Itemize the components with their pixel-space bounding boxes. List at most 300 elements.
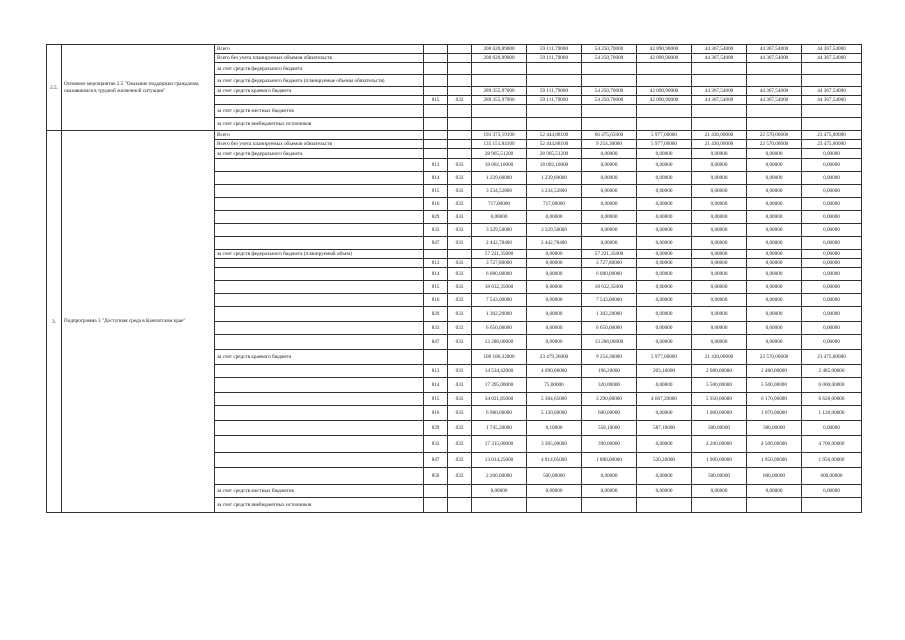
amount-cell: 0,00000 — [747, 268, 802, 281]
amount-cell: 5 500,00000 — [747, 378, 802, 393]
funding-source-label — [215, 185, 424, 198]
amount-cell: 0,00000 — [692, 172, 747, 185]
amount-cell: 0,00000 — [692, 485, 747, 498]
amount-cell: 6 980,60000 — [472, 406, 527, 421]
amount-cell: 0,00000 — [527, 485, 582, 498]
grbs-code: 847 — [424, 335, 448, 350]
funding-source-label: за счет средств федерального бюджета — [215, 63, 424, 75]
amount-cell: 7 543,00000 — [582, 294, 637, 307]
amount-cell — [637, 118, 692, 131]
amount-cell: 0,00000 — [747, 159, 802, 172]
grbs-code: 829 — [424, 421, 448, 436]
amount-cell: 44 367,54000 — [692, 87, 747, 96]
amount-cell: 2 480,00000 — [747, 365, 802, 378]
amount-cell: 59 111,79000 — [527, 96, 582, 105]
program-code: 033 — [448, 224, 472, 237]
amount-cell — [747, 63, 802, 75]
amount-cell: 0,00000 — [637, 335, 692, 350]
grbs-code: 833 — [424, 322, 448, 335]
amount-cell: 54 250,70000 — [582, 96, 637, 105]
amount-cell: 1 239,60000 — [527, 172, 582, 185]
amount-cell: 4 090,06000 — [527, 365, 582, 378]
program-code: 033 — [448, 281, 472, 294]
funding-source-label: за счет средств внебюджетных источников — [215, 498, 424, 513]
amount-cell: 44 367,54000 — [802, 45, 862, 54]
amount-cell: 6 650,00000 — [472, 322, 527, 335]
amount-cell: 0,00000 — [692, 307, 747, 322]
amount-cell: 54 250,70000 — [582, 54, 637, 63]
program-code — [448, 350, 472, 365]
amount-cell: 0,00000 — [802, 421, 862, 436]
amount-cell: 23 479,36000 — [527, 350, 582, 365]
program-code: 033 — [448, 468, 472, 485]
amount-cell: 3 234,52800 — [527, 185, 582, 198]
amount-cell: 0,00000 — [637, 281, 692, 294]
amount-cell: 44 367,54000 — [747, 45, 802, 54]
grbs-code: 815 — [424, 281, 448, 294]
program-code: 033 — [448, 421, 472, 436]
amount-cell: 13 286,00000 — [472, 335, 527, 350]
amount-cell: 500,00000 — [692, 468, 747, 485]
amount-cell: 0,00000 — [692, 335, 747, 350]
funding-source-label — [215, 406, 424, 421]
grbs-code — [424, 498, 448, 513]
amount-cell — [802, 75, 862, 87]
amount-cell: 300,00000 — [747, 421, 802, 436]
funding-source-label — [215, 421, 424, 436]
amount-cell: 0,00000 — [802, 259, 862, 268]
amount-cell — [692, 75, 747, 87]
amount-cell: 57 221,35000 — [582, 250, 637, 259]
amount-cell: 0,00000 — [637, 294, 692, 307]
funding-source-label — [215, 159, 424, 172]
amount-cell: 1 900,00000 — [692, 453, 747, 468]
amount-cell — [582, 63, 637, 75]
amount-cell: 0,10000 — [527, 421, 582, 436]
amount-cell: 4 700,00000 — [802, 436, 862, 453]
amount-cell: 0,00000 — [582, 172, 637, 185]
amount-cell: 4 500,00000 — [747, 436, 802, 453]
amount-cell: 54 250,70000 — [582, 45, 637, 54]
amount-cell — [802, 63, 862, 75]
grbs-code: 833 — [424, 436, 448, 453]
amount-cell — [582, 498, 637, 513]
funding-source-label — [215, 96, 424, 105]
amount-cell: 0,00000 — [692, 281, 747, 294]
amount-cell: 44 367,54000 — [692, 54, 747, 63]
amount-cell: 0,00000 — [802, 335, 862, 350]
amount-cell: 600,00000 — [582, 406, 637, 421]
amount-cell: 3 727,80000 — [472, 259, 527, 268]
amount-cell — [637, 75, 692, 87]
amount-cell: 75,00000 — [527, 378, 582, 393]
amount-cell: 0,00000 — [802, 237, 862, 250]
funding-source-label — [215, 172, 424, 185]
amount-cell: 44 367,54000 — [802, 87, 862, 96]
funding-source-label — [215, 378, 424, 393]
amount-cell: 0,00000 — [582, 224, 637, 237]
amount-cell — [802, 118, 862, 131]
amount-cell: 42 890,90000 — [637, 96, 692, 105]
amount-cell: 0,00000 — [692, 294, 747, 307]
amount-cell: 1 950,00000 — [747, 453, 802, 468]
amount-cell: 3 727,80000 — [582, 259, 637, 268]
program-code: 033 — [448, 237, 472, 250]
program-code — [448, 75, 472, 87]
amount-cell: 0,00000 — [637, 211, 692, 224]
amount-cell: 5 304,65000 — [527, 393, 582, 406]
amount-cell: 0,00000 — [692, 159, 747, 172]
amount-cell: 1 880,00000 — [582, 453, 637, 468]
amount-cell: 106 186,32000 — [472, 350, 527, 365]
amount-cell: 0,00000 — [802, 485, 862, 498]
amount-cell: 21 430,00000 — [692, 131, 747, 140]
amount-cell: 0,00000 — [527, 294, 582, 307]
amount-cell: 0,00000 — [582, 211, 637, 224]
amount-cell: 22 570,00000 — [747, 140, 802, 149]
amount-cell: 717,00000 — [472, 198, 527, 211]
amount-cell: 520,20000 — [637, 453, 692, 468]
program-code — [448, 105, 472, 118]
program-code: 033 — [448, 259, 472, 268]
amount-cell: 5 290,00000 — [582, 393, 637, 406]
grbs-code — [424, 75, 448, 87]
amount-cell: 52 444,88100 — [527, 140, 582, 149]
grbs-code: 814 — [424, 172, 448, 185]
amount-cell: 0,00000 — [637, 198, 692, 211]
amount-cell: 0,00000 — [802, 172, 862, 185]
amount-cell: 0,00000 — [747, 198, 802, 211]
program-code — [448, 63, 472, 75]
amount-cell: 600,00000 — [802, 468, 862, 485]
amount-cell: 0,00000 — [692, 250, 747, 259]
amount-cell: 0,00000 — [802, 149, 862, 159]
amount-cell: 9 254,30000 — [582, 350, 637, 365]
program-code — [448, 140, 472, 149]
amount-cell: 717,00000 — [527, 198, 582, 211]
program-code — [448, 54, 472, 63]
amount-cell: 6 000,00000 — [802, 378, 862, 393]
grbs-code: 833 — [424, 224, 448, 237]
amount-cell: 59 111,79000 — [527, 54, 582, 63]
grbs-code: 814 — [424, 378, 448, 393]
funding-source-label — [215, 436, 424, 453]
grbs-code — [424, 63, 448, 75]
amount-cell: 44 367,54000 — [747, 87, 802, 96]
amount-cell: 0,00000 — [637, 159, 692, 172]
amount-cell: 203,16000 — [637, 365, 692, 378]
amount-cell: 28 965,51200 — [527, 149, 582, 159]
amount-cell: 0,00000 — [747, 211, 802, 224]
amount-cell: 587,10000 — [637, 421, 692, 436]
amount-cell: 13 014,25000 — [472, 453, 527, 468]
amount-cell — [582, 75, 637, 87]
funding-source-label: за счет средств краевого бюджета — [215, 87, 424, 96]
amount-cell — [527, 118, 582, 131]
amount-cell — [582, 105, 637, 118]
grbs-code: 816 — [424, 406, 448, 421]
amount-cell: 6 620,00000 — [802, 393, 862, 406]
amount-cell: 0,00000 — [802, 268, 862, 281]
amount-cell — [637, 105, 692, 118]
amount-cell — [692, 118, 747, 131]
amount-cell: 0,00000 — [637, 259, 692, 268]
grbs-code: 813 — [424, 365, 448, 378]
program-code — [448, 45, 472, 54]
program-code: 033 — [448, 436, 472, 453]
grbs-code: 816 — [424, 294, 448, 307]
amount-cell: 0,00000 — [747, 322, 802, 335]
amount-cell — [527, 498, 582, 513]
amount-cell: 44 367,54000 — [802, 54, 862, 63]
amount-cell: 0,00000 — [747, 294, 802, 307]
amount-cell: 320,00000 — [582, 378, 637, 393]
amount-cell — [472, 105, 527, 118]
amount-cell: 59 111,79000 — [527, 45, 582, 54]
funding-source-label: за счет средств краевого бюджета — [215, 350, 424, 365]
amount-cell: 2 485,00000 — [802, 365, 862, 378]
amount-cell: 0,00000 — [582, 185, 637, 198]
amount-cell: 0,00000 — [472, 485, 527, 498]
grbs-code: 815 — [424, 96, 448, 105]
amount-cell: 0,00000 — [527, 268, 582, 281]
amount-cell: 54 250,70000 — [582, 87, 637, 96]
table-row — [47, 131, 862, 140]
program-code: 033 — [448, 406, 472, 421]
amount-cell: 18 632,35000 — [472, 281, 527, 294]
amount-cell — [692, 105, 747, 118]
amount-cell: 5 977,60000 — [637, 140, 692, 149]
funding-source-label — [215, 393, 424, 406]
amount-cell: 1 745,20000 — [472, 421, 527, 436]
amount-cell: 1 060,00000 — [692, 406, 747, 421]
amount-cell: 1 950,00000 — [802, 453, 862, 468]
amount-cell: 0,00000 — [637, 322, 692, 335]
amount-cell: 200 620,89000 — [472, 45, 527, 54]
program-code: 033 — [448, 198, 472, 211]
grbs-code: 815 — [424, 185, 448, 198]
grbs-code — [424, 105, 448, 118]
amount-cell: 44 367,54000 — [747, 54, 802, 63]
amount-cell: 22 570,00000 — [747, 131, 802, 140]
grbs-code: 829 — [424, 211, 448, 224]
amount-cell — [582, 118, 637, 131]
amount-cell — [472, 75, 527, 87]
amount-cell: 1 120,00000 — [802, 406, 862, 421]
amount-cell: 0,00000 — [692, 185, 747, 198]
grbs-code — [424, 131, 448, 140]
grbs-code — [424, 149, 448, 159]
amount-cell: 135 151,84100 — [472, 140, 527, 149]
grbs-code: 850 — [424, 468, 448, 485]
funding-source-label — [215, 335, 424, 350]
amount-cell: 44 367,54000 — [692, 45, 747, 54]
amount-cell: 0,00000 — [747, 281, 802, 294]
grbs-code — [424, 118, 448, 131]
funding-source-label: Всего — [215, 131, 424, 140]
amount-cell — [527, 75, 582, 87]
amount-cell: 2 080,00000 — [692, 365, 747, 378]
amount-cell — [747, 118, 802, 131]
amount-cell: 0,00000 — [747, 485, 802, 498]
amount-cell: 0,00000 — [802, 250, 862, 259]
funding-source-label: Всего без учета планируемых объемов обязательств — [215, 54, 424, 63]
amount-cell: 390,00000 — [582, 436, 637, 453]
amount-cell — [472, 118, 527, 131]
amount-cell: 3 329,50000 — [527, 224, 582, 237]
amount-cell: 57 221,35000 — [472, 250, 527, 259]
amount-cell: 0,00000 — [527, 335, 582, 350]
amount-cell: 196,20000 — [582, 365, 637, 378]
funding-source-label — [215, 307, 424, 322]
amount-cell: 0,00000 — [637, 307, 692, 322]
amount-cell: 1 302,20000 — [472, 307, 527, 322]
amount-cell: 0,00000 — [637, 468, 692, 485]
amount-cell: 3 329,50000 — [472, 224, 527, 237]
amount-cell: 0,00000 — [692, 198, 747, 211]
amount-cell — [692, 63, 747, 75]
amount-cell: 22 570,00000 — [747, 350, 802, 365]
amount-cell: 0,00000 — [582, 468, 637, 485]
grbs-code: 847 — [424, 453, 448, 468]
amount-cell: 0,00000 — [802, 159, 862, 172]
grbs-code: 816 — [424, 198, 448, 211]
amount-cell: 17 315,00000 — [472, 436, 527, 453]
amount-cell: 6 170,00000 — [747, 393, 802, 406]
amount-cell: 14 534,42000 — [472, 365, 527, 378]
amount-cell: 2 200,00000 — [472, 468, 527, 485]
amount-cell: 28 965,51200 — [472, 149, 527, 159]
funding-source-label — [215, 453, 424, 468]
amount-cell: 0,00000 — [637, 378, 692, 393]
program-code: 033 — [448, 159, 472, 172]
amount-cell: 0,00000 — [582, 237, 637, 250]
grbs-code: 829 — [424, 307, 448, 322]
amount-cell: 0,00000 — [582, 159, 637, 172]
amount-cell: 193 373,19100 — [472, 131, 527, 140]
amount-cell: 0,00000 — [637, 237, 692, 250]
funding-source-label: за счет средств местных бюджетов — [215, 485, 424, 498]
grbs-code: 813 — [424, 259, 448, 268]
amount-cell: 0,00000 — [692, 211, 747, 224]
amount-cell: 23 475,00000 — [802, 140, 862, 149]
amount-cell: 4 814,05000 — [527, 453, 582, 468]
funding-source-label: за счет средств федерального бюджета — [215, 149, 424, 159]
amount-cell: 0,00000 — [802, 322, 862, 335]
amount-cell: 0,00000 — [637, 250, 692, 259]
amount-cell: 500,00000 — [527, 468, 582, 485]
amount-cell: 0,00000 — [582, 485, 637, 498]
amount-cell: 52 444,88100 — [527, 131, 582, 140]
funding-source-label: Всего без учета планируемых объемов обязательств — [215, 140, 424, 149]
amount-cell: 0,00000 — [637, 185, 692, 198]
funding-source-label — [215, 259, 424, 268]
amount-cell — [692, 498, 747, 513]
amount-cell: 0,00000 — [747, 224, 802, 237]
amount-cell: 13 286,00000 — [582, 335, 637, 350]
funding-source-label — [215, 211, 424, 224]
amount-cell: 21 430,00000 — [692, 350, 747, 365]
amount-cell: 0,00000 — [472, 211, 527, 224]
amount-cell: 6 080,00000 — [472, 268, 527, 281]
amount-cell: 0,00000 — [747, 250, 802, 259]
amount-cell: 0,00000 — [527, 322, 582, 335]
grbs-code — [424, 87, 448, 96]
grbs-code: 814 — [424, 268, 448, 281]
grbs-code — [424, 350, 448, 365]
amount-cell: 18 002,10000 — [472, 159, 527, 172]
program-code — [448, 87, 472, 96]
amount-cell: 1 070,00000 — [747, 406, 802, 421]
program-code — [448, 250, 472, 259]
program-code: 033 — [448, 393, 472, 406]
amount-cell: 0,00000 — [527, 281, 582, 294]
amount-cell: 0,00000 — [747, 259, 802, 268]
amount-cell: 0,00000 — [637, 224, 692, 237]
funding-source-label — [215, 468, 424, 485]
amount-cell: 59 111,79000 — [527, 87, 582, 96]
amount-cell: 4 667,20000 — [637, 393, 692, 406]
funding-source-label: за счет средств местных бюджетов — [215, 105, 424, 118]
amount-cell: 5 977,60000 — [637, 131, 692, 140]
amount-cell: 0,00000 — [527, 307, 582, 322]
amount-cell: 9 254,30000 — [582, 140, 637, 149]
amount-cell: 300,00000 — [692, 421, 747, 436]
amount-cell: 23 475,00000 — [802, 131, 862, 140]
amount-cell: 44 367,54000 — [747, 96, 802, 105]
amount-cell — [472, 63, 527, 75]
amount-cell: 5 130,60000 — [527, 406, 582, 421]
amount-cell: 6 650,00000 — [582, 322, 637, 335]
amount-cell: 34 021,85000 — [472, 393, 527, 406]
amount-cell: 0,00000 — [582, 198, 637, 211]
section-number: 3. — [47, 131, 62, 513]
amount-cell: 0,00000 — [637, 436, 692, 453]
amount-cell: 0,00000 — [692, 224, 747, 237]
table-row — [47, 45, 862, 54]
funding-source-label: за счет средств внебюджетных источников — [215, 118, 424, 131]
amount-cell: 5 950,00000 — [692, 393, 747, 406]
amount-cell — [747, 498, 802, 513]
amount-cell: 2 442,78400 — [472, 237, 527, 250]
grbs-code: 847 — [424, 237, 448, 250]
program-code: 033 — [448, 185, 472, 198]
section-number: 2.5. — [47, 45, 62, 131]
amount-cell: 0,00000 — [747, 149, 802, 159]
amount-cell: 18 002,10000 — [527, 159, 582, 172]
amount-cell: 42 890,90000 — [637, 54, 692, 63]
amount-cell — [747, 75, 802, 87]
amount-cell: 18 632,35000 — [582, 281, 637, 294]
program-code: 033 — [448, 335, 472, 350]
program-code — [448, 149, 472, 159]
grbs-code: 813 — [424, 159, 448, 172]
section-name: Основное мероприятие 2.5 "Оказание поддержки гражданам, оказавшимся в трудной жизненной ситуации" — [62, 45, 215, 131]
amount-cell: 0,00000 — [802, 211, 862, 224]
amount-cell: 0,00000 — [637, 149, 692, 159]
amount-cell: 7 543,00000 — [472, 294, 527, 307]
amount-cell: 0,00000 — [802, 224, 862, 237]
funding-source-label: за счет средств федерального бюджета (планируемые объемы обязательств) — [215, 75, 424, 87]
amount-cell: 0,00000 — [527, 211, 582, 224]
grbs-code — [424, 250, 448, 259]
funding-source-label — [215, 322, 424, 335]
grbs-code: 815 — [424, 393, 448, 406]
amount-cell: 17 395,00000 — [472, 378, 527, 393]
program-code: 033 — [448, 294, 472, 307]
amount-cell: 0,00000 — [637, 485, 692, 498]
program-code: 033 — [448, 453, 472, 468]
